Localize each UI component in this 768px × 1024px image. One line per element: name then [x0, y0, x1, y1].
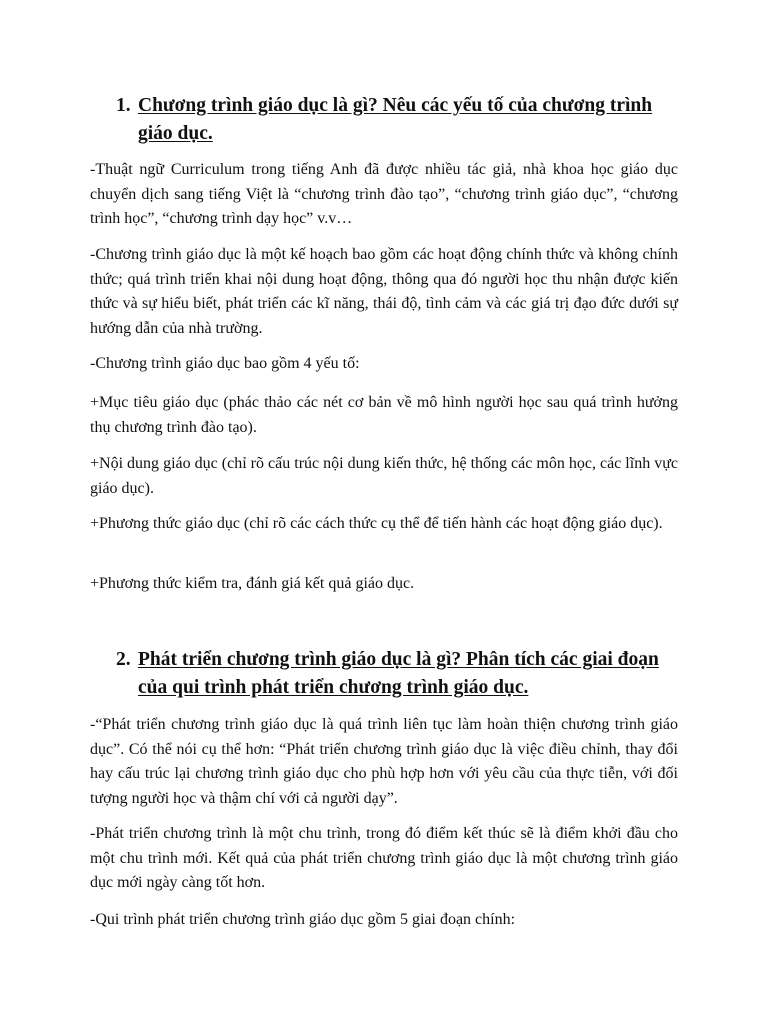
section-2-title: Phát triển chương trình giáo dục là gì? Phân tích các giai đoạn của qui trình phát triển chương trình giáo dục.	[138, 649, 659, 698]
section-1-title: Chương trình giáo dục là gì? Nêu các yếu tố của chương trình giáo dục.	[138, 95, 653, 144]
s2-paragraph-cycle: -Phát triển chương trình là một chu trình, trong đó điểm kết thúc sẽ là điểm khởi đầu cho một chu trình mới. Kết quả của phát triển chương trình giáo dục là một chương trình giáo dục mới ngày càng tốt hơn.	[90, 825, 678, 891]
s1-item-objectives: +Mục tiêu giáo dục (phác thảo các nét cơ bản về mô hình người học sau quá trình hưởng thụ chương trình đào tạo).	[90, 394, 678, 436]
s1-paragraph-terminology: -Thuật ngữ Curriculum trong tiếng Anh đã được nhiều tác giả, nhà khoa học giáo dục chuyển dịch sang tiếng Việt là “chương trình đào tạo”, “chương trình giáo dục”, “chương trình học”, “chương trình dạy học” v.v…	[90, 161, 678, 227]
section-1-number: 1.	[116, 95, 131, 116]
s2-paragraph-stages-intro: -Qui trình phát triển chương trình giáo dục gồm 5 giai đoạn chính:	[90, 911, 516, 928]
s1-item-assessment: +Phương thức kiểm tra, đánh giá kết quả giáo dục.	[90, 575, 415, 592]
s1-paragraph-components-intro: -Chương trình giáo dục bao gồm 4 yếu tố:	[90, 355, 360, 372]
section-1-heading	[116, 92, 686, 148]
s2-paragraph-definition: -“Phát triển chương trình giáo dục là quá trình liên tục làm hoàn thiện chương trình giáo dục”. Có thể nói cụ thể hơn: “Phát triển chương trình giáo dục là việc điều chỉnh, thay đổi hay cấu trúc lại chương trình giáo dục cho phù hợp hơn với yêu cầu của thực tiễn, với đối tượng người học và thậm chí với cả người dạy”.	[90, 716, 678, 807]
s1-paragraph-definition: -Chương trình giáo dục là một kế hoạch bao gồm các hoạt động chính thức và không chính thức; quá trình triển khai nội dung hoạt động, thông qua đó người học thu nhận được kiến thức và sự hiểu biết, phát triển các kĩ năng, thái độ, tình cảm và các giá trị đạo đức dưới sự hướng dẫn của nhà trường.	[90, 246, 678, 337]
section-2-heading	[116, 646, 686, 702]
s1-item-content: +Nội dung giáo dục (chỉ rõ cấu trúc nội dung kiến thức, hệ thống các môn học, các lĩnh vực giáo dục).	[90, 455, 678, 497]
s1-item-methods: +Phương thức giáo dục (chỉ rõ các cách thức cụ thể để tiến hành các hoạt động giáo dục).	[90, 515, 663, 532]
section-2-number: 2.	[116, 649, 131, 670]
